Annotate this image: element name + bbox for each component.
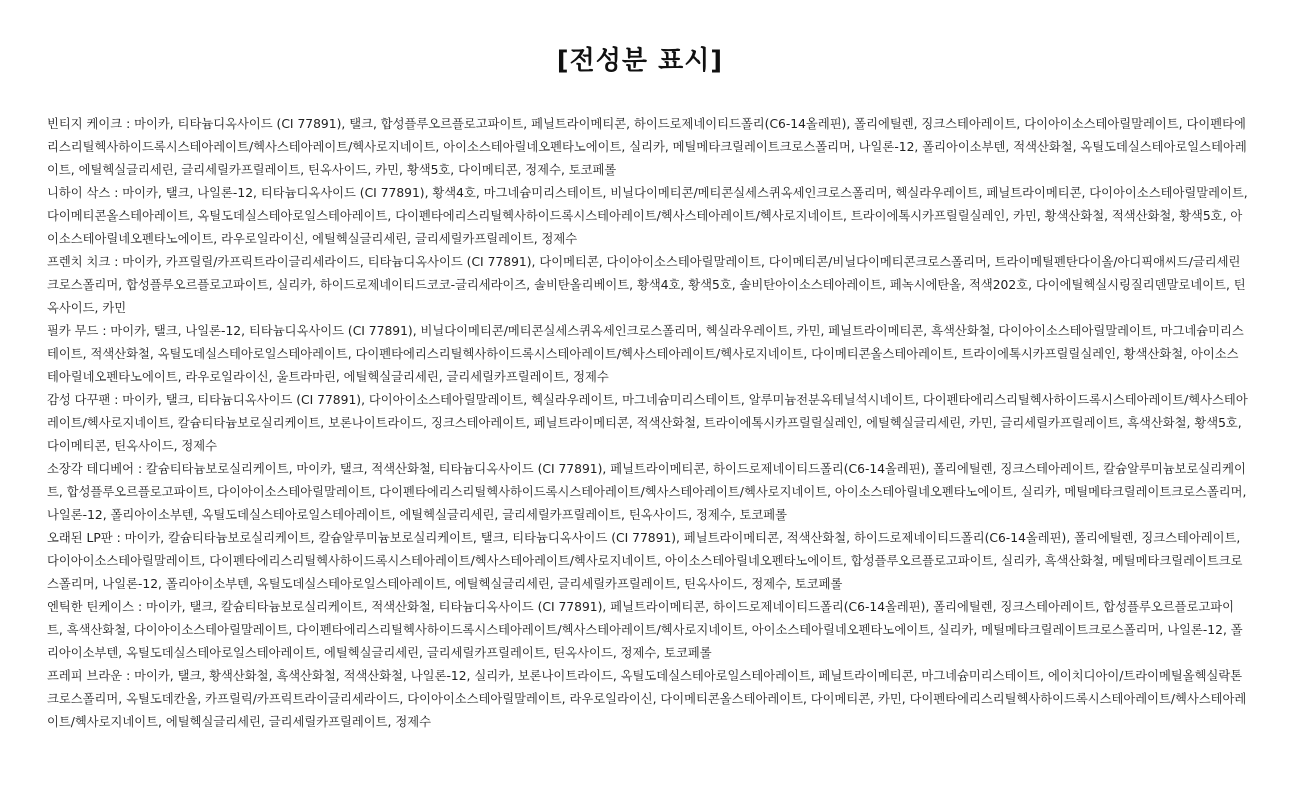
- ingredient-list: [47, 113, 1248, 734]
- list-item: 프렌치 치크 : 마이카, 카프릴릴/카프릭트라이글리세라이드, 티타늄디옥사이드 (CI 77891), 다이메티콘, 다이아이소스테아릴말레이트, 다이메티콘/비닐다이메티콘크로스폴리머, 트라이메틸펜탄다이올/아디픽애씨드/글리세린크로스폴리머, 합성플루오르플로고파이트, 실리카, 하이드로제네이티드코코-글리세라이즈, 솔비탄올리베이트, 황색4호, 황색5호, 솔비탄아이소스테아레이트, 페녹시에탄올, 적색202호, 다이에틸헥실시링질리덴말로네이트, 틴옥사이드, 카민: [47, 255, 1246, 315]
- list-item: 필카 무드 : 마이카, 탤크, 나일론-12, 티타늄디옥사이드 (CI 77891), 비닐다이메티콘/메티콘실세스퀴옥세인크로스폴리머, 헥실라우레이트, 카민, 페닐트라이메티콘, 흑색산화철, 다이아이소스테아릴말레이트, 마그네슘미리스테이트, 적색산화철, 옥틸도데실스테아로일스테아레이트, 다이펜타에리스리틸헥사하이드록시스테아레이트/헥사스테아레이트/헥사로지네이트, 다이메티콘올스테아레이트, 트라이에톡시카프릴릴실레인, 황색산화철, 아이소스테아릴네오펜타노에이트, 라우로일라이신, 울트라마린, 에틸헥실글리세린, 글리세릴카프릴레이트, 정제수: [47, 324, 1244, 384]
- list-item: 빈티지 케이크 : 마이카, 티타늄디옥사이드 (CI 77891), 탤크, 합성플루오르플로고파이트, 페닐트라이메티콘, 하이드로제네이티드폴리(C6-14올레핀), 폴리에틸렌, 징크스테아레이트, 다이아이소스테아릴말레이트, 다이펜타에리스리틸헥사하이드록시스테아레이트/헥사스테아레이트/헥사로지네이트, 아이소스테아릴네오펜타노에이트, 실리카, 메틸메타크릴레이트크로스폴리머, 나일론-12, 폴리아이소부텐, 적색산화철, 옥틸도데실스테아로일스테아레이트, 에틸헥실글리세린, 글리세릴카프릴레이트, 틴옥사이드, 카민, 황색5호, 다이메티콘, 정제수, 토코페롤: [47, 117, 1247, 177]
- list-item: 프레피 브라운 : 마이카, 탤크, 황색산화철, 흑색산화철, 적색산화철, 나일론-12, 실리카, 보론나이트라이드, 옥틸도데실스테아로일스테아레이트, 페닐트라이메티콘, 마그네슘미리스테이트, 에이치디아이/트라이메틸올헥실락톤크로스폴리머, 옥틸도데칸올, 카프릴릭/카프릭트라이글리세라이드, 다이아이소스테아릴말레이트, 라우로일라이신, 다이메티콘올스테아레이트, 다이메티콘, 카민, 다이펜타에리스리틸헥사하이드록시스테아레이트/헥사스테아레이트/헥사로지네이트, 에틸헥실글리세린, 글리세릴카프릴레이트, 정제수: [47, 669, 1247, 729]
- page-title: [전성분 표시]: [556, 46, 724, 76]
- list-item: 소장각 테디베어 : 칼슘티타늄보로실리케이트, 마이카, 탤크, 적색산화철, 티타늄디옥사이드 (CI 77891), 페닐트라이메티콘, 하이드로제네이티드폴리(C6-14올레핀), 폴리에틸렌, 징크스테아레이트, 칼슘알루미늄보로실리케이트, 합성플루오르플로고파이트, 다이아이소스테아릴말레이트, 다이펜타에리스리틸헥사하이드록시스테아레이트/헥사스테아레이트/헥사로지네이트, 아이소스테아릴네오펜타노에이트, 실리카, 메틸메타크릴레이트크로스폴리머, 나일론-12, 폴리아이소부텐, 옥틸도데실스테아로일스테아레이트, 에틸헥실글리세린, 글리세릴카프릴레이트, 틴옥사이드, 정제수, 토코페롤: [47, 462, 1247, 522]
- list-item: 오래된 LP판 : 마이카, 칼슘티타늄보로실리케이트, 칼슘알루미늄보로실리케이트, 탤크, 티타늄디옥사이드 (CI 77891), 페닐트라이메티콘, 적색산화철, 하이드로제네이티드폴리(C6-14올레핀), 폴리에틸렌, 징크스테아레이트, 다이아이소스테아릴말레이트, 다이펜타에리스리틸헥사하이드록시스테아레이트/헥사스테아레이트/헥사로지네이트, 아이소스테아릴네오펜타노에이트, 합성플루오르플로고파이트, 실리카, 흑색산화철, 메틸메타크릴레이트크로스폴리머, 나일론-12, 폴리아이소부텐, 옥틸도데실스테아로일스테아레이트, 에틸헥실글리세린, 글리세릴카프릴레이트, 틴옥사이드, 정제수, 토코페롤: [47, 531, 1243, 591]
- list-item: 엔틱한 틴케이스 : 마이카, 탤크, 칼슘티타늄보로실리케이트, 적색산화철, 티타늄디옥사이드 (CI 77891), 페닐트라이메티콘, 하이드로제네이티드폴리(C6-14올레핀), 폴리에틸렌, 징크스테아레이트, 합성플루오르플로고파이트, 흑색산화철, 다이아이소스테아릴말레이트, 다이펜타에리스리틸헥사하이드록시스테아레이트/헥사스테아레이트/헥사로지네이트, 아이소스테아릴네오펜타노에이트, 실리카, 메틸메타크릴레이트크로스폴리머, 나일론-12, 폴리아이소부텐, 옥틸도데실스테아로일스테아레이트, 에틸헥실글리세린, 글리세릴카프릴레이트, 틴옥사이드, 정제수, 토코페롤: [47, 600, 1243, 660]
- list-item: 니하이 삭스 : 마이카, 탤크, 나일론-12, 티타늄디옥사이드 (CI 77891), 황색4호, 마그네슘미리스테이트, 비닐다이메티콘/메티콘실세스퀴옥세인크로스폴리머, 헥실라우레이트, 페닐트라이메티콘, 다이아이소스테아릴말레이트, 다이메티콘올스테아레이트, 옥틸도데실스테아로일스테아레이트, 다이펜타에리스리틸헥사하이드록시스테아레이트/헥사스테아레이트/헥사로지네이트, 트라이에톡시카프릴릴실레인, 카민, 황색산화철, 적색산화철, 황색5호, 아이소스테아릴네오펜타노에이트, 라우로일라이신, 에틸헥실글리세린, 글리세릴카프릴레이트, 정제수: [47, 186, 1248, 246]
- list-item: 감성 다꾸팬 : 마이카, 탤크, 티타늄디옥사이드 (CI 77891), 다이아이소스테아릴말레이트, 헥실라우레이트, 마그네슘미리스테이트, 알루미늄전분옥테닐석시네이트, 다이펜타에리스리틸헥사하이드록시스테아레이트/헥사스테아레이트/헥사로지네이트, 칼슘티타늄보로실리케이트, 보론나이트라이드, 징크스테아레이트, 페닐트라이메티콘, 적색산화철, 트라이에톡시카프릴릴실레인, 에틸헥실글리세린, 카민, 글리세릴카프릴레이트, 흑색산화철, 황색5호, 다이메티콘, 틴옥사이드, 정제수: [47, 393, 1248, 453]
